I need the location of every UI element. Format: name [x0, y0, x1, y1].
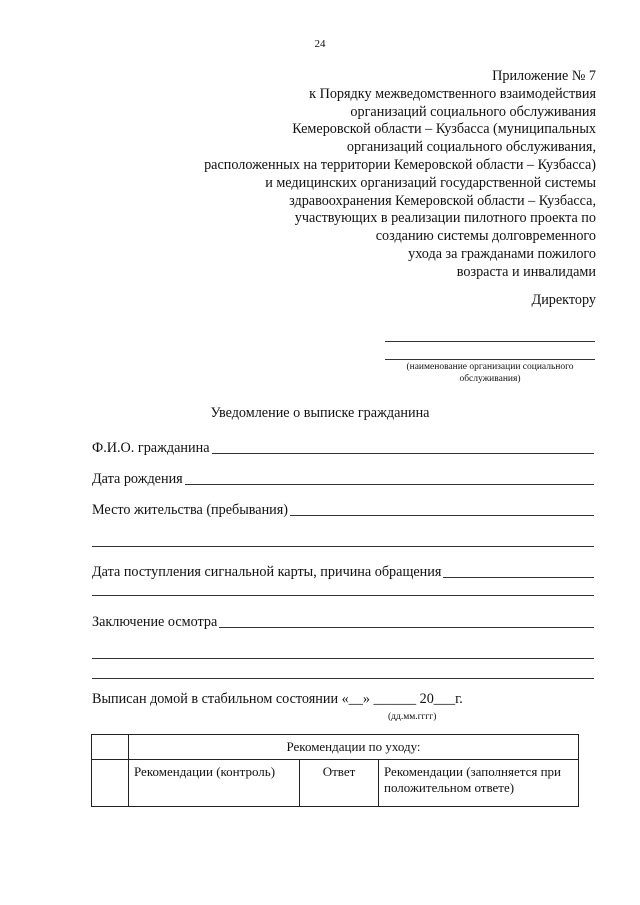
- signal-card-blank-line[interactable]: [92, 595, 594, 596]
- recommendations-table: [91, 734, 579, 807]
- addressee-director: Директору: [531, 292, 596, 308]
- signal-card-field: [92, 561, 594, 581]
- document-title: Уведомление о выписке гражданина: [210, 405, 430, 421]
- exam-conclusion-field: [92, 611, 594, 631]
- appendix-line: и медицинских организаций государственной системы: [265, 174, 596, 191]
- fio-field: [92, 437, 594, 457]
- page-number: 24: [314, 38, 326, 50]
- residence-label: Место жительства (пребывания): [92, 502, 289, 518]
- table-cell: [92, 760, 129, 807]
- exam-conclusion-blank[interactable]: [219, 626, 594, 628]
- appendix-line: созданию системы долговременного: [375, 228, 596, 245]
- table-row: [92, 760, 579, 807]
- birth-date-blank[interactable]: [185, 483, 594, 485]
- birth-date-label: Дата рождения: [92, 471, 183, 487]
- appendix-line: Приложение № 7: [492, 68, 596, 84]
- fio-blank[interactable]: [212, 452, 595, 454]
- fio-label: Ф.И.О. гражданина: [92, 440, 210, 456]
- column-header: Ответ: [300, 760, 379, 807]
- birth-date-field: [92, 468, 594, 488]
- date-format-caption: (дд.мм.гггг): [388, 712, 437, 722]
- column-header: Рекомендации (контроль): [129, 760, 300, 807]
- recommendations-header: Рекомендации по уходу:: [129, 735, 579, 760]
- appendix-line: расположенных на территории Кемеровской области – Кузбасса): [204, 156, 596, 173]
- appendix-header: [156, 68, 596, 282]
- appendix-line: ухода за гражданами пожилого: [408, 245, 596, 262]
- addressee-line[interactable]: [385, 341, 595, 342]
- appendix-line: возраста и инвалидами: [456, 263, 596, 280]
- appendix-line: участвующих в реализации пилотного проекта по: [294, 210, 596, 227]
- residence-blank[interactable]: [290, 514, 594, 516]
- appendix-line: здравоохранения Кемеровской области – Кузбасса,: [289, 192, 596, 209]
- table-cell: [92, 735, 129, 760]
- residence-blank-line[interactable]: [92, 546, 594, 547]
- signal-card-label: Дата поступления сигнальной карты, причина обращения: [92, 564, 442, 580]
- exam-conclusion-blank-line[interactable]: [92, 658, 594, 659]
- signal-card-blank[interactable]: [443, 576, 594, 578]
- appendix-line: Кемеровской области – Кузбасса (муниципальных: [292, 121, 596, 138]
- appendix-line: организаций социального обслуживания: [350, 103, 596, 120]
- appendix-line: к Порядку межведомственного взаимодействия: [309, 85, 596, 102]
- appendix-line: организаций социального обслуживания,: [346, 139, 596, 156]
- addressee-line[interactable]: [385, 359, 595, 360]
- discharge-statement: Выписан домой в стабильном состоянии «__» ______ 20___г.: [92, 691, 463, 707]
- org-name-caption: (наименование организации социального обслуживания): [406, 362, 574, 384]
- exam-conclusion-label: Заключение осмотра: [92, 614, 218, 630]
- column-header: Рекомендации (заполняется при положительном ответе): [379, 760, 579, 807]
- exam-conclusion-blank-line[interactable]: [92, 678, 594, 679]
- residence-field: [92, 499, 594, 519]
- table-header-row: [92, 735, 579, 760]
